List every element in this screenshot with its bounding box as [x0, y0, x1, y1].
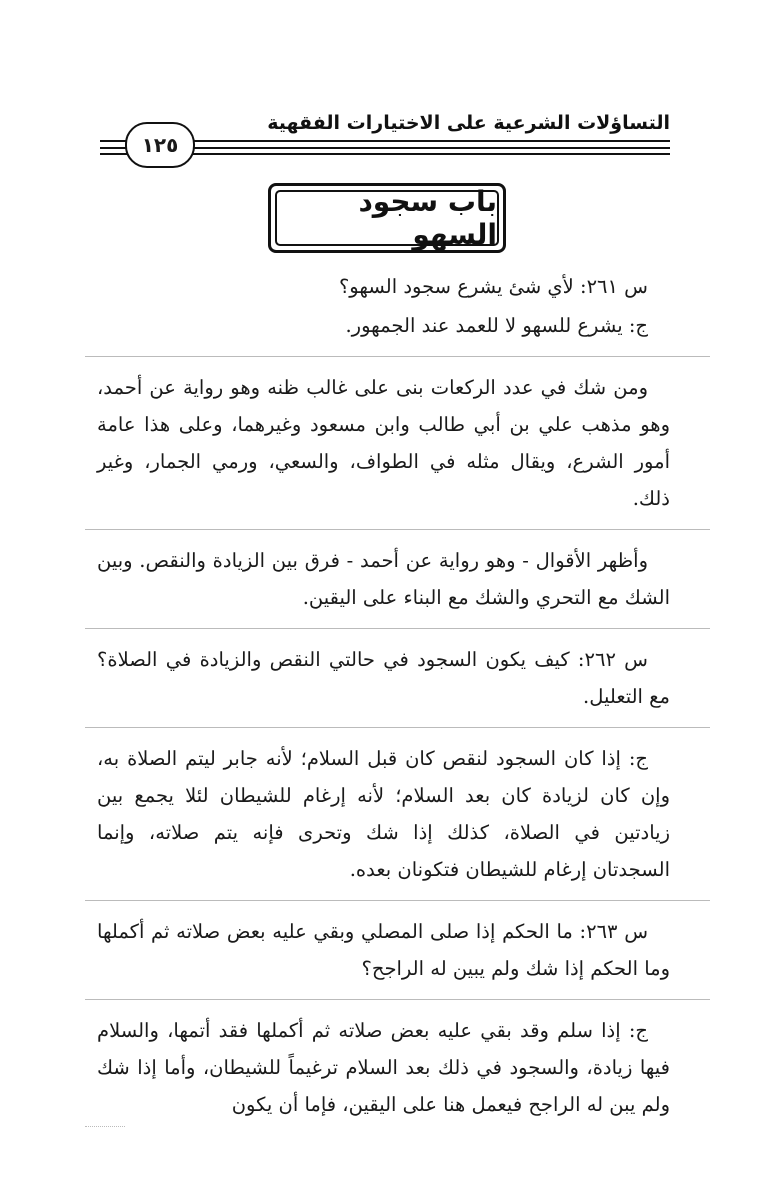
body-paragraph: ومن شك في عدد الركعات بنى على غالب ظنه وهو رواية عن أحمد، وهو مذهب علي بن أبي طالب وابن مسعود وغيرهما، وعلى هذا عامة أمور الشرع، ويقال مثله في الطواف، والسعي، ورمي الجمار، وغير ذلك.	[97, 376, 670, 510]
body-paragraph: وأظهر الأقوال - وهو رواية عن أحمد - فرق بين الزيادة والنقص. وبين الشك مع التحري والشك مع البناء على اليقين.	[97, 549, 670, 609]
page-number: ١٢٥	[125, 122, 195, 168]
paragraph-divider	[85, 999, 710, 1000]
running-header-title: التساؤلات الشرعية على الاختيارات الفقهية	[267, 112, 670, 134]
paragraph-divider	[85, 529, 710, 530]
chapter-title-inner-frame	[275, 185, 499, 251]
footer-dotted-mark	[85, 1126, 125, 1127]
paragraph-divider	[85, 900, 710, 901]
answer-263: ج: إذا سلم وقد بقي عليه بعض صلاته ثم أكملها فقد أتمها، والسلام فيها زيادة، والسجود في ذلك بعد السلام ترغيماً للشيطان، وأما إذا شك ولم يبن له الراجح فيعمل هنا على اليقين، فإما أن يكون	[97, 1019, 670, 1116]
paragraph-divider	[85, 356, 710, 357]
answer-262: ج: إذا كان السجود لنقص كان قبل السلام؛ لأنه جابر ليتم الصلاة به، وإن كان لزيادة كان بعد السلام؛ لأنه إرغام للشيطان لئلا يجمع بين زيادتين في الصلاة، كذلك إذا شك وتحرى فإنه يتم صلاته، وإنما السجدتان إرغام للشيطان فتكونان بعده.	[97, 747, 670, 881]
paragraph-divider	[85, 727, 710, 728]
page-body	[97, 268, 670, 1135]
question-263: س ٢٦٣: ما الحكم إذا صلى المصلي وبقي عليه بعض صلاته ثم أكملها وما الحكم إذا شك ولم يبين له الراجح؟	[97, 920, 670, 980]
chapter-title-frame	[268, 183, 506, 253]
chapter-title: باب سجود السهو	[358, 185, 497, 251]
answer-261: ج: يشرع للسهو لا للعمد عند الجمهور.	[345, 314, 648, 337]
question-261: س ٢٦١: لأي شئ يشرع سجود السهو؟	[338, 275, 648, 298]
paragraph-divider	[85, 628, 710, 629]
question-262: س ٢٦٢: كيف يكون السجود في حالتي النقص والزيادة في الصلاة؟ مع التعليل.	[97, 648, 670, 708]
